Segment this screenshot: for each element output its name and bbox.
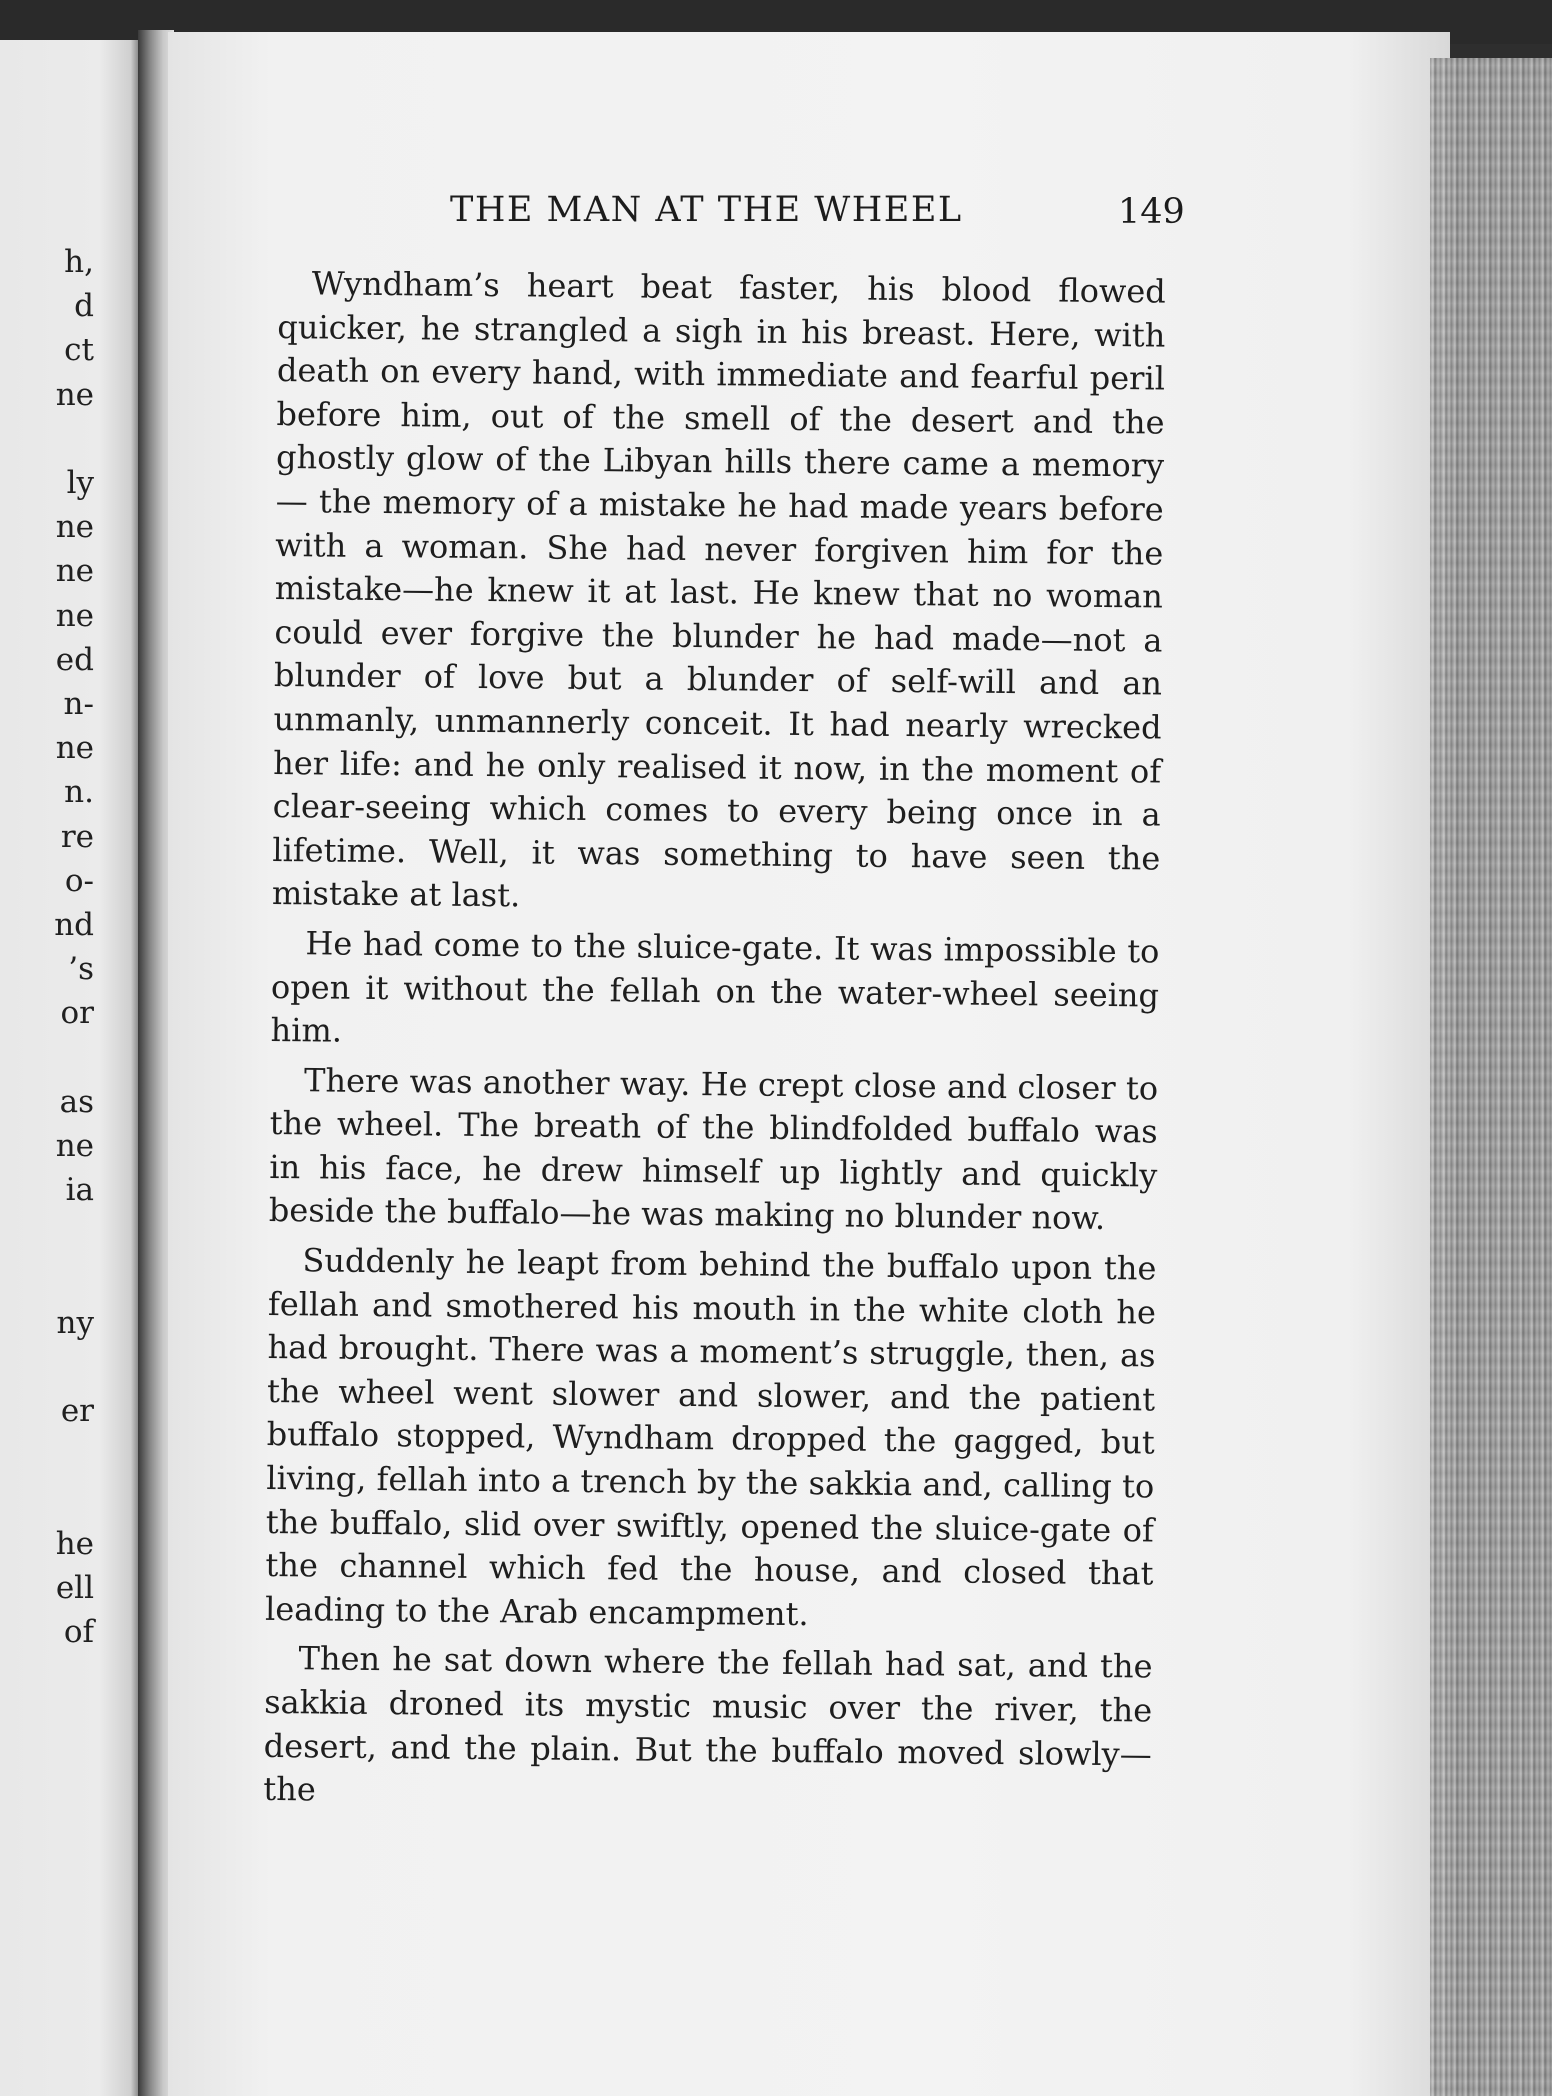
- body-text: [263, 262, 1166, 1826]
- left-page-fragment: ed: [55, 641, 94, 678]
- left-page-fragment: nd: [54, 907, 94, 943]
- paragraph: He had come to the sluice-gate. It was impossible to open it without the fellah on the water-wheel seeing him.: [270, 924, 1160, 1050]
- left-page-fragment: o-: [64, 862, 94, 899]
- left-page-fragment: ia: [65, 1172, 94, 1209]
- left-page-fragment: ne: [55, 509, 94, 546]
- left-page-fragment: ny: [56, 1304, 94, 1341]
- running-title: THE MAN AT THE WHEEL: [450, 190, 963, 230]
- left-page-fragment: n.: [64, 774, 94, 811]
- page-number: 149: [1118, 192, 1185, 232]
- paragraph: There was another way. He crept close and closer to the wheel. The breath of the blindfolded buffalo was in his face, he drew himself up lightly and quickly beside the buffalo—he was making no blunder now.: [268, 1060, 1159, 1238]
- left-page-fragment: as: [59, 1083, 94, 1120]
- paragraph: Suddenly he leapt from behind the buffalo upon the fellah and smothered his mouth in the white cloth he had brought. There was a moment’s struggle, then, as the wheel went slower and slower, and the patient buffalo stopped, Wyndham dropped the gagged, but living, fellah into a trench by the sakkia and, calling to the buffalo, slid over swiftly, opened the sluice-gate of the channel which fed the house, and closed that leading to the Arab encampment.: [264, 1241, 1157, 1633]
- left-page-fragment: ’s: [68, 951, 94, 988]
- left-page-text-fragments: [0, 40, 142, 2096]
- paragraph: Then he sat down where the fellah had sat, and the sakkia droned its mystic music over the river, the desert, and the plain. But the buffalo moved slowly—the: [263, 1639, 1153, 1809]
- left-page-fragment: re: [60, 818, 94, 855]
- left-page-fragment: of: [63, 1614, 94, 1651]
- left-page-fragment: ne: [55, 730, 94, 767]
- left-page-fragment: he: [55, 1525, 94, 1562]
- left-page-fragment: ct: [64, 332, 94, 369]
- left-page-fragment: ne: [55, 376, 94, 413]
- left-page-fragment: or: [60, 995, 94, 1032]
- left-page-fragment: d: [74, 288, 94, 325]
- left-page-fragment: ne: [55, 1128, 94, 1164]
- left-page-fragment: ly: [66, 465, 94, 501]
- left-page-fragment: er: [60, 1393, 94, 1430]
- left-page-fragment: n-: [63, 686, 94, 722]
- left-page-fragment: ne: [55, 553, 94, 590]
- left-page-fragment: h,: [64, 244, 94, 280]
- left-page-fragment: ne: [55, 597, 94, 634]
- page-edges: [1430, 58, 1552, 2096]
- left-page-fragment: ell: [55, 1570, 94, 1606]
- paragraph: Wyndham’s heart beat faster, his blood flowed quicker, he strangled a sigh in his breast. Here, with death on every hand, with immediate and fearful peril before him, out of the smell of the desert and the ghostly glow of the Libyan hills there came a memory— the memory of a mistake he had made years before with a woman. She had never forgiven him for the mistake—he knew it at last. He knew that no woman could ever forgive the blunder he had made—not a blunder of love but a blunder of self-will and an unmanly, unmannerly conceit. It had nearly wrecked her life: and he only realised it now, in the moment of clear-seeing which comes to every being once in a lifetime. Well, it was something to have seen the mistake at last.: [271, 264, 1166, 915]
- left-facing-page: [0, 40, 142, 2096]
